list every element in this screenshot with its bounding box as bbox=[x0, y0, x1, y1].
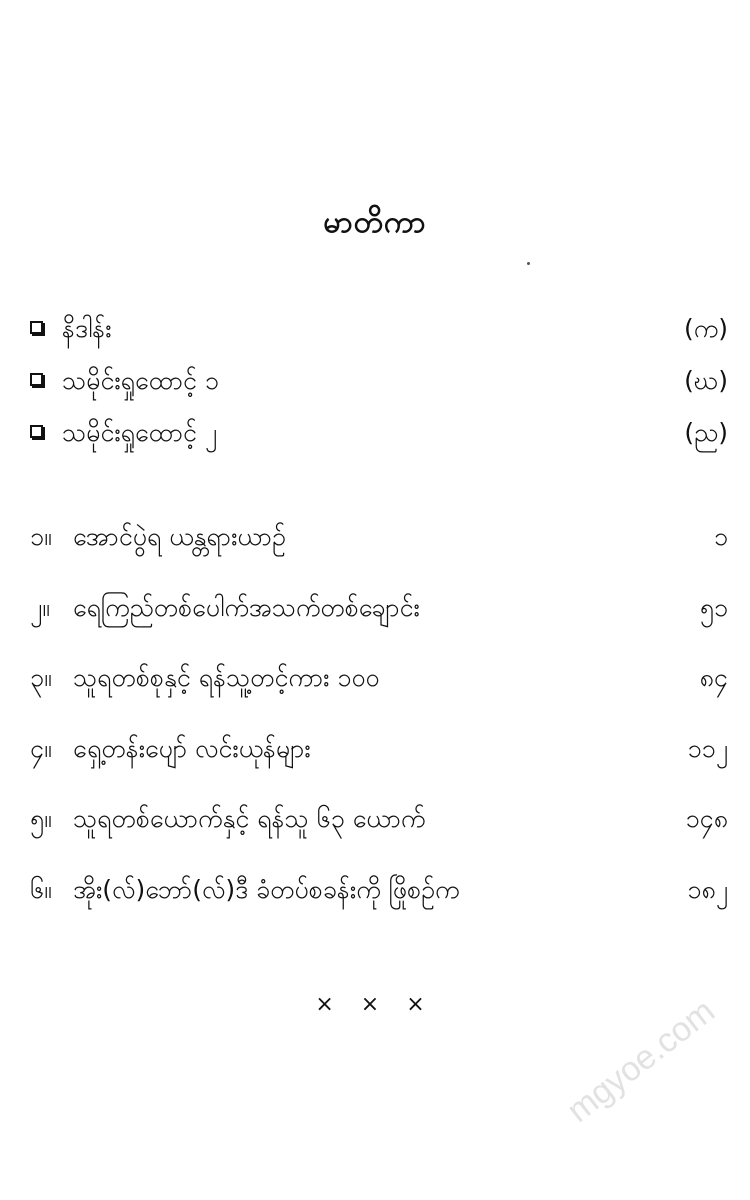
toc-entry-chapter[interactable] bbox=[0, 796, 750, 842]
chapter-title: ရေကြည်တစ်ပေါက်အသက်တစ်ချောင်း bbox=[73, 593, 420, 622]
toc-entry-label: နိဒါန်း bbox=[62, 314, 112, 343]
chapter-title: အိုး(လ်)ဘော်(လ်)ဒီ ခံတပ်စခန်းကို ဖြိုစဉ်က bbox=[73, 875, 460, 904]
end-ornament: × × × bbox=[315, 992, 435, 1017]
toc-entry-chapter[interactable] bbox=[0, 867, 750, 913]
chapter-title: သူရတစ်စုနှင့် ရန်သူ့တင့်ကား ၁၀၀ bbox=[73, 663, 380, 692]
toc-entry-page: (ဃ) bbox=[684, 366, 728, 395]
chapter-page: ၅၁ bbox=[699, 593, 728, 622]
chapter-number: ၆။ bbox=[30, 875, 52, 904]
chapter-title: ရှေ့တန်းပျော် လင်းယုန်များ bbox=[73, 734, 311, 763]
toc-entry-label: သမိုင်းရှုထောင့် ၁ bbox=[62, 366, 219, 395]
toc-entry-label: သမိုင်းရှုထောင့် ၂ bbox=[62, 418, 218, 447]
chapter-number: ၁။ bbox=[30, 522, 52, 551]
toc-title: မာတိကာ bbox=[323, 205, 427, 240]
chapter-page: ၁ bbox=[713, 522, 728, 551]
square-bullet-icon bbox=[30, 373, 43, 386]
toc-entry-front[interactable] bbox=[0, 358, 750, 404]
toc-entry-chapter[interactable] bbox=[0, 585, 750, 631]
square-bullet-icon bbox=[30, 321, 43, 334]
print-speck bbox=[527, 262, 530, 265]
toc-entry-front[interactable] bbox=[0, 306, 750, 352]
toc-entry-chapter[interactable] bbox=[0, 655, 750, 701]
chapter-title: အောင်ပွဲရ ယန္တရားယာဉ် bbox=[73, 522, 286, 551]
toc-entry-chapter[interactable] bbox=[0, 726, 750, 772]
square-bullet-icon bbox=[30, 425, 43, 438]
chapter-title: သူရတစ်ယောက်နှင့် ရန်သူ ၆၃ ယောက် bbox=[73, 804, 426, 833]
toc-entry-front[interactable] bbox=[0, 410, 750, 456]
chapter-number: ၄။ bbox=[30, 734, 52, 763]
chapter-number: ၅။ bbox=[30, 804, 52, 833]
toc-entry-page: (က) bbox=[684, 314, 728, 343]
chapter-number: ၃။ bbox=[30, 663, 52, 692]
toc-entry-page: (ည) bbox=[684, 418, 728, 447]
chapter-page: ၈၄ bbox=[699, 663, 728, 692]
chapter-number: ၂။ bbox=[30, 593, 50, 622]
toc-entry-chapter[interactable] bbox=[0, 514, 750, 560]
chapter-page: ၁၁၂ bbox=[687, 734, 728, 763]
site-watermark: mgyoe.com bbox=[560, 991, 722, 1130]
chapter-page: ၁၈၂ bbox=[687, 875, 728, 904]
chapter-page: ၁၄၈ bbox=[685, 804, 728, 833]
